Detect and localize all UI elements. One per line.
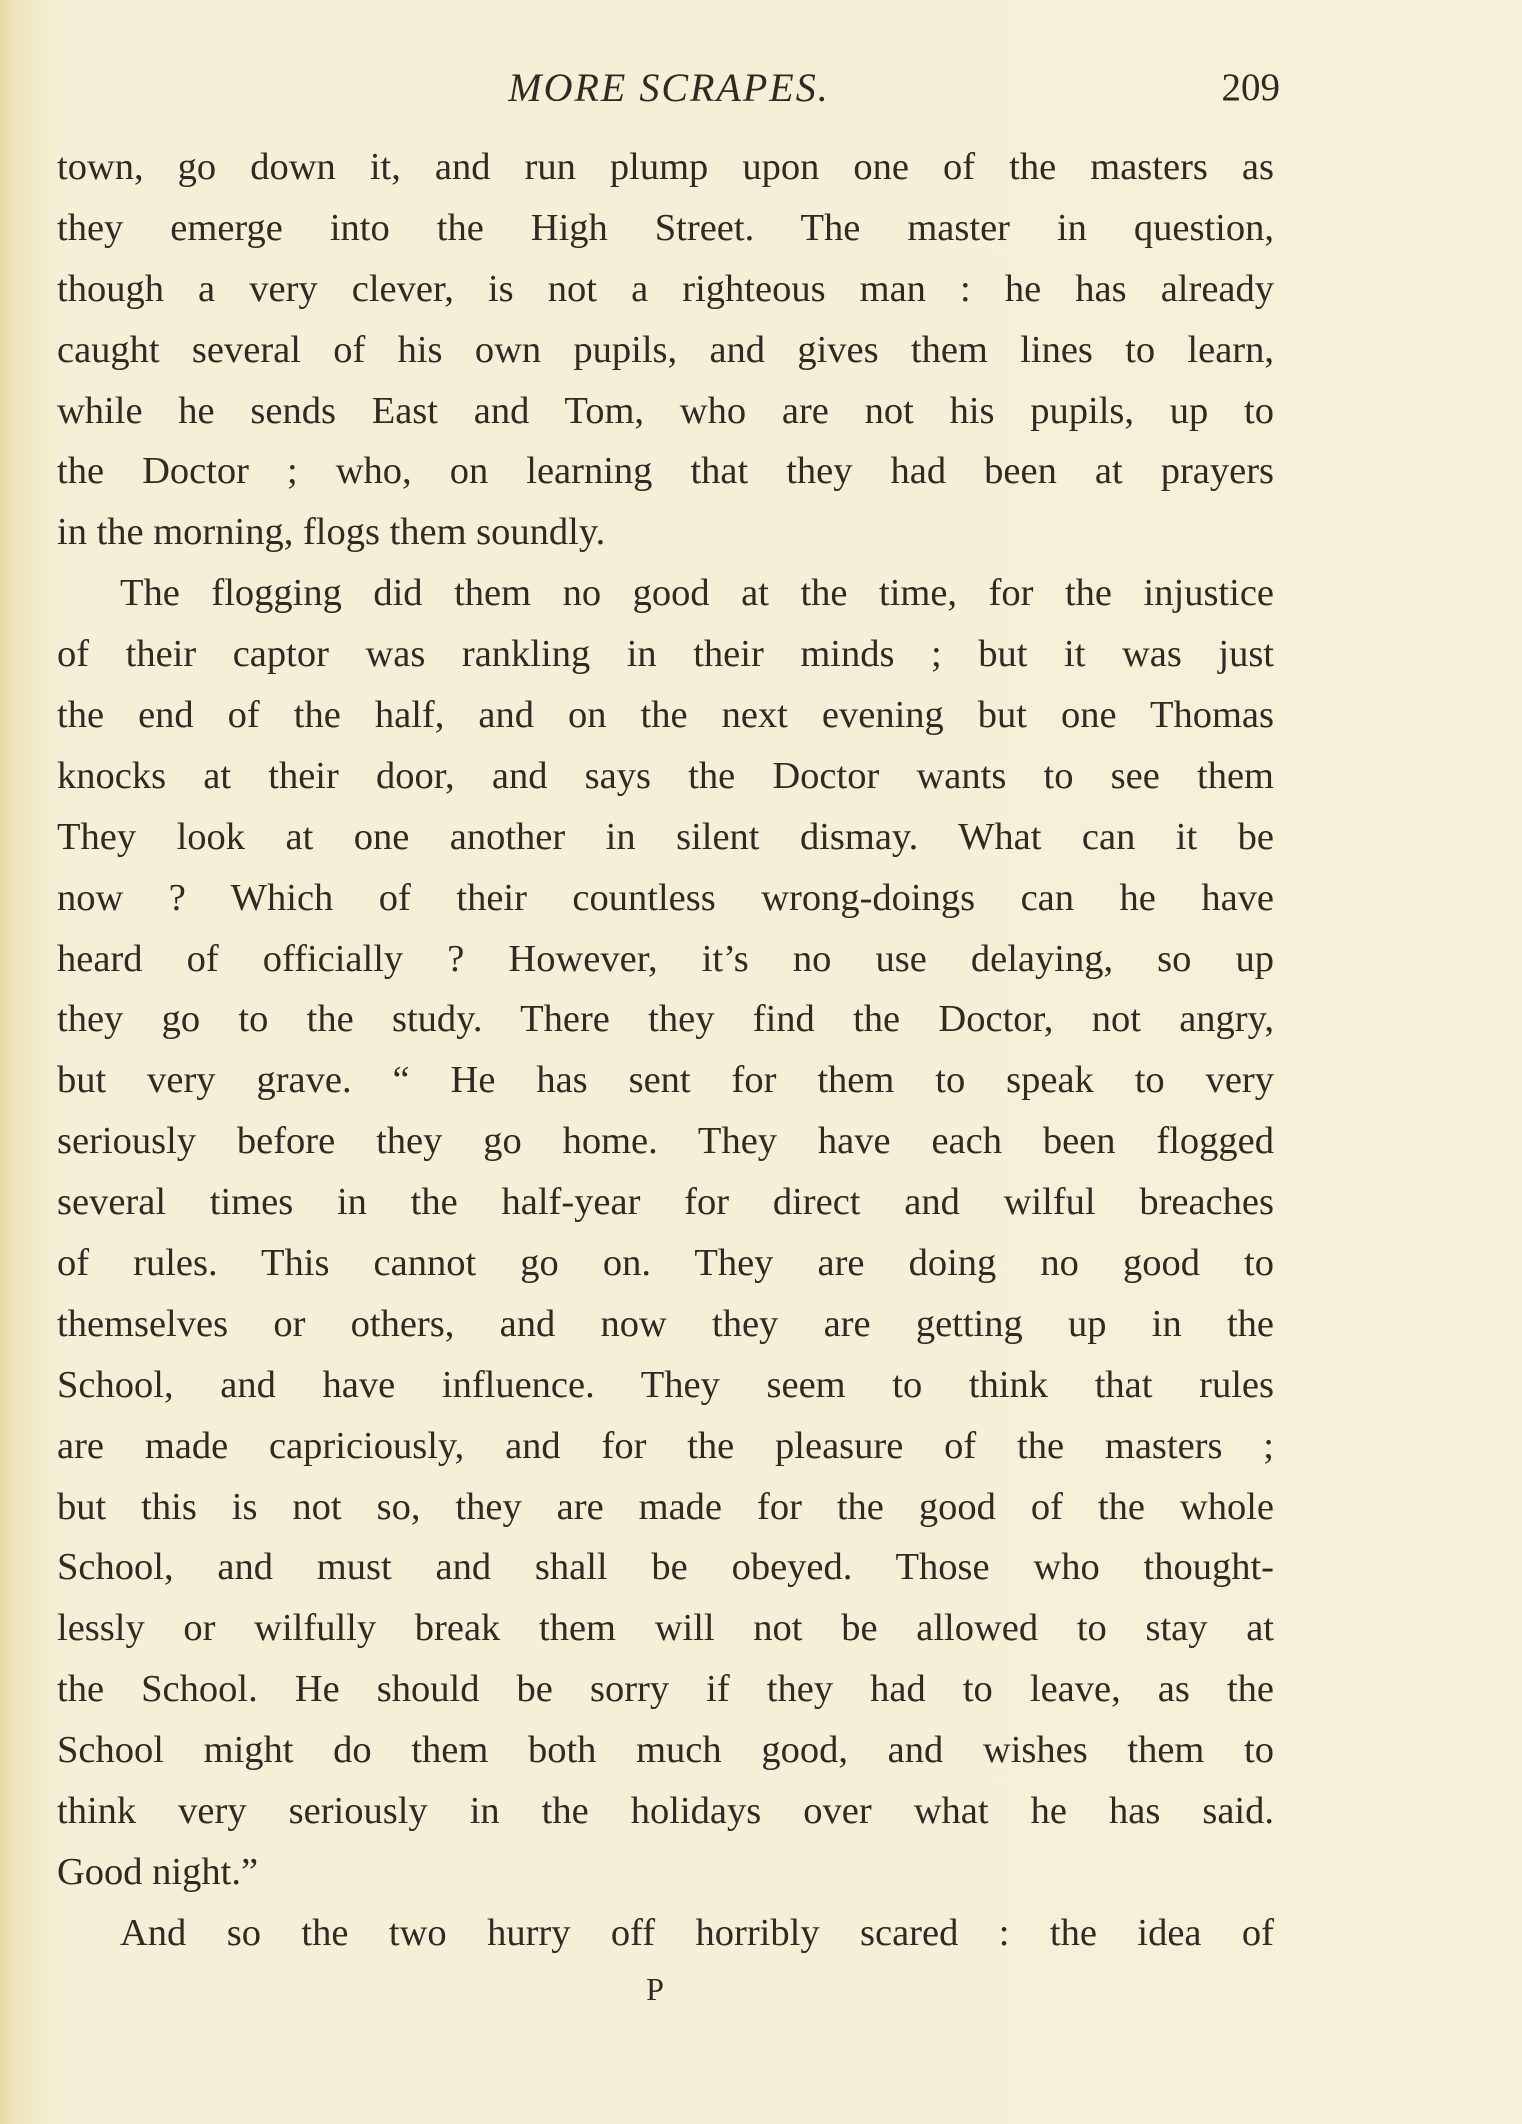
text-line: of their captor was rankling in their minds ; but it was just [57, 633, 1274, 676]
text-line: they emerge into the High Street. The master in question, [57, 206, 1274, 249]
text-line: think very seriously in the holidays over what he has said. [57, 1790, 1274, 1833]
text-line: several times in the half-year for direct and wilful breaches [57, 1181, 1274, 1224]
text-line: knocks at their door, and says the Doctor wants to see them [57, 754, 1274, 797]
text-line: in the morning, flogs them soundly. [57, 511, 606, 554]
text-line: The flogging did them no good at the time, for the injustice [120, 572, 1274, 615]
page-header [58, 62, 1280, 114]
text-line: And so the two hurry off horribly scared : the idea of [120, 1911, 1274, 1954]
text-line: while he sends East and Tom, who are not his pupils, up to [57, 389, 1274, 432]
signature-mark: P [646, 1971, 664, 2007]
page-number: 209 [1221, 66, 1280, 109]
text-line: though a very clever, is not a righteous man : he has already [57, 267, 1274, 310]
text-line: School, and must and shall be obeyed. Those who thought- [57, 1546, 1274, 1589]
text-line: School might do them both much good, and wishes them to [57, 1729, 1274, 1772]
text-line: the end of the half, and on the next evening but one Thomas [57, 694, 1274, 737]
text-line: School, and have influence. They seem to think that rules [57, 1363, 1274, 1406]
text-line: caught several of his own pupils, and gives them lines to learn, [57, 328, 1274, 371]
running-title: MORE SCRAPES. [508, 65, 830, 110]
text-line: the School. He should be sorry if they had to leave, as the [57, 1668, 1274, 1711]
text-line: but very grave. “ He has sent for them to speak to very [57, 1059, 1274, 1102]
text-line: but this is not so, they are made for the good of the whole [57, 1485, 1274, 1528]
text-line: they go to the study. There they find the Doctor, not angry, [57, 998, 1274, 1041]
text-line: lessly or wilfully break them will not be allowed to stay at [57, 1607, 1274, 1650]
text-line: themselves or others, and now they are getting up in the [57, 1302, 1274, 1345]
text-line: the Doctor ; who, on learning that they had been at prayers [57, 450, 1274, 493]
text-line: seriously before they go home. They have each been flogged [57, 1120, 1274, 1163]
text-line: Good night.” [57, 1850, 259, 1893]
body-text [57, 137, 1274, 1964]
text-line: They look at one another in silent dismay. What can it be [57, 815, 1274, 858]
text-line: heard of officially ? However, it’s no use delaying, so up [57, 937, 1274, 980]
text-line: town, go down it, and run plump upon one of the masters as [57, 146, 1274, 188]
text-line: now ? Which of their countless wrong-doings can he have [57, 876, 1274, 919]
text-line: are made capriciously, and for the pleasure of the masters ; [57, 1424, 1274, 1467]
text-line: of rules. This cannot go on. They are doing no good to [57, 1242, 1274, 1285]
